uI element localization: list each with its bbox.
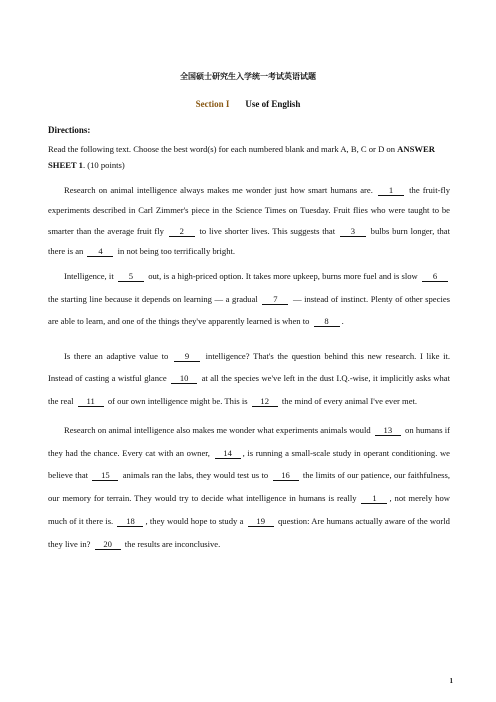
blank-9: 9 xyxy=(174,351,200,362)
blank-11: 11 xyxy=(78,396,104,407)
text-span: , they would hope to study a xyxy=(145,515,244,526)
text-span: the fruit-fly experiments described in Carl Zimmer's piece in the Science Times on Tuesday. Fruit flies who were taught to be smarter than the average fruit fly xyxy=(48,185,450,236)
blank-12: 12 xyxy=(252,396,278,407)
text-span: intelligence? That's the question behind this new research. I like it. Instead of casting a wistful glance xyxy=(48,350,450,384)
answer-sheet-label: ANSWER SHEET 1 xyxy=(48,144,435,170)
text-span: , is running a small-scale study in operant conditioning. we believe that xyxy=(48,447,450,481)
blank-10: 10 xyxy=(171,373,197,384)
blank-4: 4 xyxy=(87,246,113,257)
text-span: the results are inconclusive. xyxy=(124,538,221,549)
blank-16: 16 xyxy=(273,470,299,481)
section-name: Use of English xyxy=(245,99,301,109)
text-span: the limits of our patience, our faithfulness, our memory for terrain. They would try to decide what intelligence in humans is really xyxy=(48,470,451,504)
passage xyxy=(48,180,450,556)
blank-14: 14 xyxy=(215,448,241,459)
text-span: Research on animal intelligence always makes me wonder just how smart humans are. xyxy=(64,185,373,195)
blank-17: 1 xyxy=(361,493,387,504)
text-span: Is there an adaptive value to xyxy=(64,350,169,361)
blank-19: 19 xyxy=(248,516,274,527)
text-span: in not being too terrifically bright. xyxy=(117,245,236,256)
blank-1: 1 xyxy=(378,185,404,196)
text-span: , not merely how much of it there is. xyxy=(48,493,450,526)
points-note: . (10 points) xyxy=(82,160,125,170)
section-heading xyxy=(0,99,496,109)
instructions-body: Read the following text. Choose the best word(s) for each numbered blank and mark A, B, C or D on xyxy=(48,144,398,154)
blank-13: 13 xyxy=(375,425,401,436)
text-span: on humans if they had the chance. Every cat with an owner, xyxy=(48,424,451,458)
blank-20: 20 xyxy=(95,539,121,550)
text-span: out, is a high-priced option. It takes more upkeep, burns more fuel and is slow xyxy=(148,271,418,282)
paragraph-4 xyxy=(48,419,450,556)
page-number: 1 xyxy=(449,677,453,685)
text-span: Research on animal intelligence also makes me wonder what experiments animals would xyxy=(64,424,371,435)
paragraph-2 xyxy=(48,265,450,333)
directions-label: Directions: xyxy=(48,125,91,135)
text-span: question: Are humans actually aware of the world they live in? xyxy=(48,515,450,549)
text-span: the starting line because it depends on learning — a gradual xyxy=(48,293,258,304)
instructions-text xyxy=(48,141,450,173)
blank-15: 15 xyxy=(92,470,118,481)
text-span: to live shorter lives. This suggests that xyxy=(199,225,336,236)
text-span: animals ran the labs, they would test us to xyxy=(122,470,269,481)
paragraph-3 xyxy=(48,345,450,413)
text-span: at all the species we've left in the dust I.Q.-wise, it implicitly asks what the real xyxy=(48,373,450,407)
blank-2: 2 xyxy=(169,226,195,237)
blank-6: 6 xyxy=(422,271,448,282)
text-span: . xyxy=(341,316,344,327)
blank-18: 18 xyxy=(117,516,143,527)
exam-title: 全国硕士研究生入学统一考试英语试题 xyxy=(180,72,316,81)
blank-8: 8 xyxy=(314,316,340,327)
text-span: Intelligence, it xyxy=(64,271,114,282)
paragraph-1 xyxy=(48,180,450,261)
blank-5: 5 xyxy=(118,271,144,282)
text-span: the mind of every animal I've ever met. xyxy=(281,396,418,407)
section-number: Section I xyxy=(195,99,230,109)
text-span: bulbs burn longer, that there is an xyxy=(48,225,451,256)
blank-7: 7 xyxy=(262,294,288,305)
text-span: — instead of instinct. Plenty of other species are able to learn, and one of the things they've apparently learned is when to xyxy=(48,293,450,327)
blank-3: 3 xyxy=(340,226,366,237)
text-span: of our own intelligence might be. This is xyxy=(107,396,248,407)
